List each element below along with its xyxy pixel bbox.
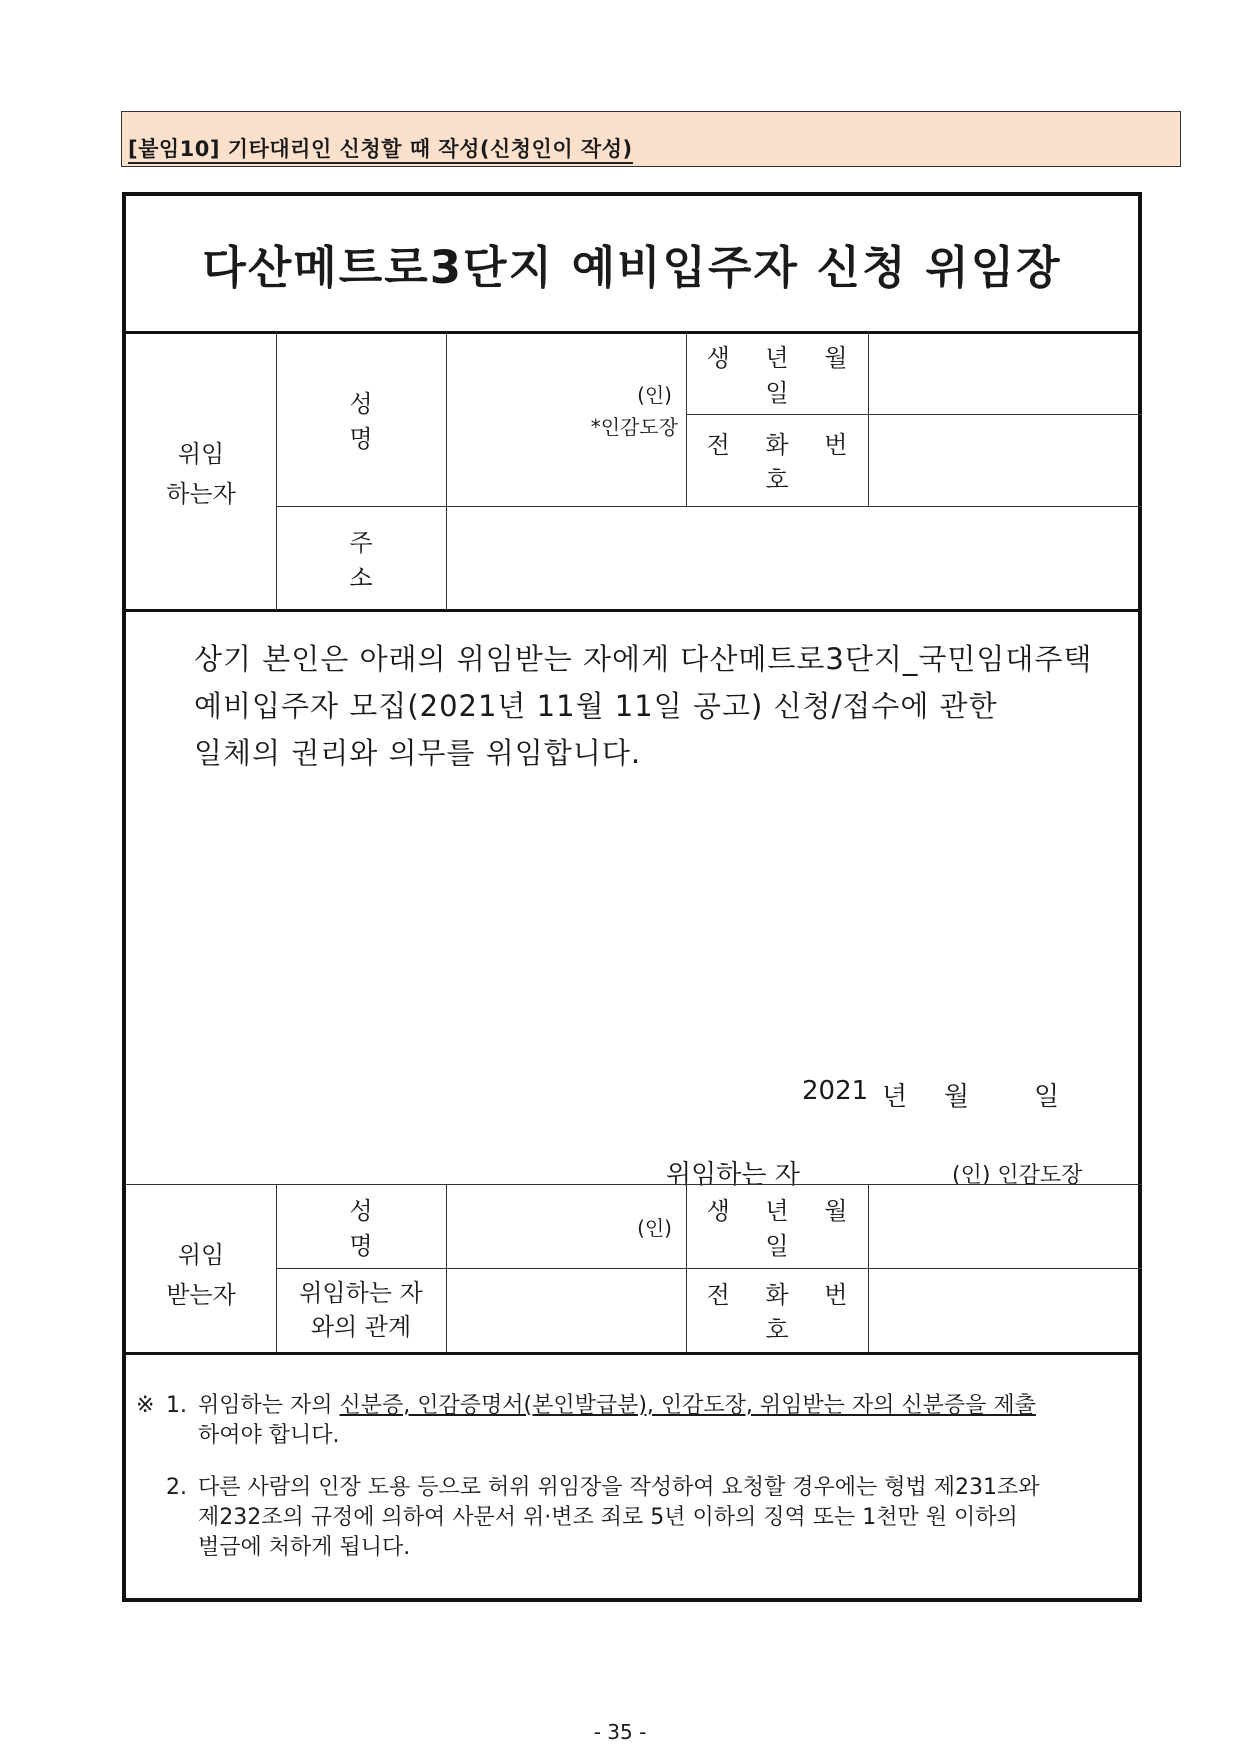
notice-required-docs: 신분증, 인감증명서(본인발급분), 인감도장, 위임받는 자의 신분증을 제출 <box>339 1393 1036 1418</box>
power-of-attorney-form <box>122 192 1142 1602</box>
delegate-birth-label: 생 년 월 일 <box>706 1197 862 1260</box>
delegator-birth-label: 생 년 월 일 <box>706 343 862 407</box>
notice-text: 위임하는 자의 <box>198 1393 340 1418</box>
date-month-unit: 월 <box>944 1082 970 1112</box>
notice-text: 제232조의 규정에 의하여 사문서 위·변조 죄로 5년 이하의 징역 또는 1천만 원 이하의 <box>198 1505 1018 1530</box>
form-title: 다산메트로3단지 예비입주자 신청 위임장 <box>126 196 1138 334</box>
delegate-name-field[interactable] <box>446 1184 686 1268</box>
delegator-section-label-1: 위임 <box>177 439 225 468</box>
delegation-statement <box>194 636 1092 777</box>
statement-line: 예비입주자 모집(2021년 11월 11일 공고) 신청/접수에 관한 <box>194 689 998 723</box>
notice-text: 다른 사람의 인장 도용 등으로 허위 위임장을 작성하여 요청할 경우에는 형법 제231조와 <box>198 1475 1040 1500</box>
delegate-birth-field[interactable] <box>868 1184 1142 1268</box>
signer-label: 위임하는 자 <box>666 1160 800 1190</box>
statement-line: 상기 본인은 아래의 위임받는 자에게 다산메트로3단지_국민임대주택 <box>194 642 1093 676</box>
date-year-unit: 년 <box>882 1082 908 1112</box>
notice-text: 하여야 합니다. <box>198 1423 340 1448</box>
notice-item-2 <box>136 1473 1136 1563</box>
delegator-section-label-2: 하는자 <box>166 479 236 508</box>
delegator-address-field[interactable] <box>446 506 1142 609</box>
delegate-phone-field[interactable] <box>868 1268 1142 1352</box>
delegate-relation-label <box>276 1268 446 1352</box>
delegator-birth-field[interactable] <box>868 331 1142 414</box>
delegator-name-label: 성 명 <box>349 389 403 453</box>
relation-label-line: 위임하는 자 <box>299 1279 423 1307</box>
notice-number: 1. <box>166 1393 187 1418</box>
delegate-section-label-2: 받는자 <box>166 1280 236 1309</box>
delegator-address-label: 주 소 <box>349 528 403 592</box>
section-divider <box>126 609 1142 612</box>
page-number: - 35 - <box>593 1720 647 1744</box>
notice-item-1 <box>136 1391 1136 1451</box>
date-year: 2021 <box>802 1076 869 1106</box>
delegator-seal-mark: (인) <box>637 383 672 407</box>
delegate-section-label-1: 위임 <box>177 1240 225 1269</box>
delegator-name-field[interactable] <box>446 331 686 506</box>
attachment-header <box>121 111 1181 167</box>
delegator-phone-label: 전 화 번 호 <box>706 431 862 494</box>
notice-number: 2. <box>166 1475 187 1500</box>
notice-marker: ※ <box>136 1393 155 1418</box>
notice-text: 벌금에 처하게 됩니다. <box>198 1535 411 1560</box>
delegator-seal-note: *인감도장 <box>590 415 678 439</box>
notice-section <box>136 1391 1136 1563</box>
delegate-phone-label: 전 화 번 호 <box>706 1281 862 1344</box>
section-divider <box>126 1352 1142 1355</box>
delegator-phone-field[interactable] <box>868 414 1142 506</box>
delegate-relation-field[interactable] <box>446 1268 686 1352</box>
delegate-name-label: 성 명 <box>349 1197 403 1260</box>
statement-line: 일체의 권리와 의무를 위임합니다. <box>194 736 642 770</box>
attachment-label: [붙임10] 기타대리인 신청할 때 작성(신청인이 작성) <box>128 136 633 164</box>
signer-seal: (인) 인감도장 <box>952 1163 1083 1188</box>
delegate-seal-mark: (인) <box>637 1216 672 1240</box>
relation-label-line: 와의 관계 <box>310 1313 412 1341</box>
date-day-unit: 일 <box>1034 1082 1060 1112</box>
